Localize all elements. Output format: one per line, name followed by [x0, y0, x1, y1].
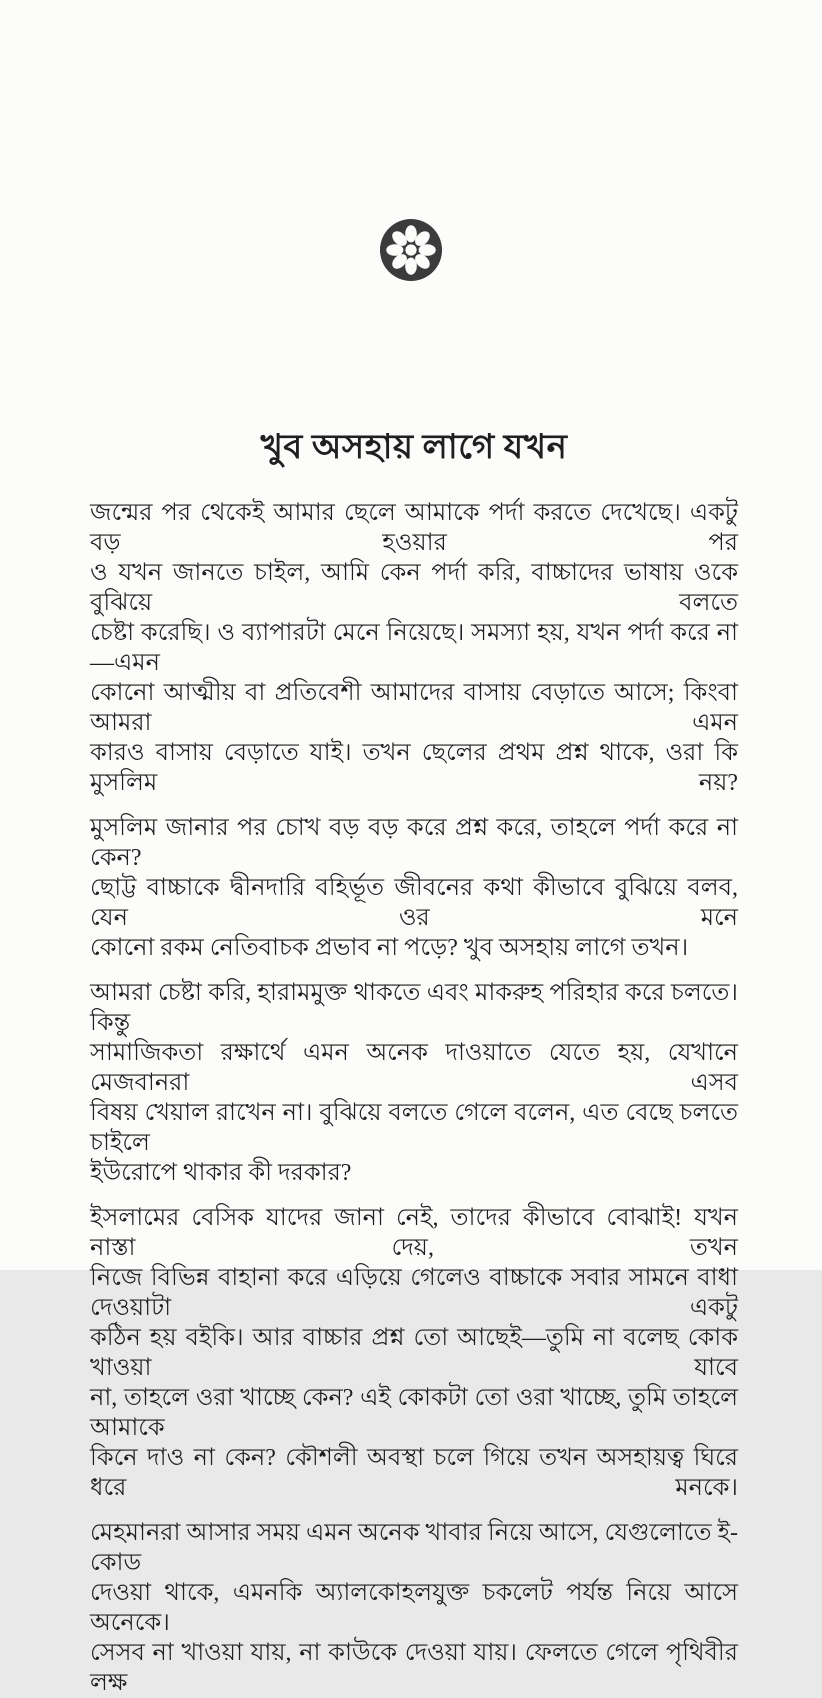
text-line: কিনে দাও না কেন? কৌশলী অবস্থা চলে গিয়ে তখন অসহায়ত্ব ঘিরে ধরে মনকে। — [90, 1445, 738, 1501]
text-line: আমরা চেষ্টা করি, হারামমুক্ত থাকতে এবং মাকরুহ পরিহার করে চলতে। কিন্তু — [90, 980, 738, 1036]
text-line: কারও বাসায় বেড়াতে যাই। তখন ছেলের প্রথম প্রশ্ন থাকে, ওরা কি মুসলিম নয়? — [90, 740, 738, 796]
text-line: সামাজিকতা রক্ষার্থে এমন অনেক দাওয়াতে যেতে হয়, যেখানে মেজবানরা এসব — [90, 1040, 738, 1096]
text-line: কোনো রকম নেতিবাচক প্রভাব না পড়ে? খুব অসহায় লাগে তখন। — [90, 935, 689, 961]
text-line: নিজে বিভিন্ন বাহানা করে এড়িয়ে গেলেও বাচ্চাকে সবার সামনে বাধা দেওয়াটা একটু — [90, 1265, 738, 1321]
text-line: ইউরোপে থাকার কী দরকার? — [90, 1160, 352, 1186]
chapter-title: খুব অসহায় লাগে যখন — [260, 429, 568, 466]
paragraph — [90, 1518, 738, 1698]
text-line: ছোট্ট বাচ্চাকে দ্বীনদারি বহির্ভূত জীবনের কথা কীভাবে বুঝিয়ে বলব, যেন ওর মনে — [90, 875, 738, 931]
text-line: ও যখন জানতে চাইল, আমি কেন পর্দা করি, বাচ্চাদের ভাষায় ওকে বুঝিয়ে বলতে — [90, 560, 738, 616]
text-line: বিষয় খেয়াল রাখেন না। বুঝিয়ে বলতে গেলে বলেন, এত বেছে চলতে চাইলে — [90, 1100, 738, 1156]
paragraph — [90, 1203, 738, 1503]
text-line: কঠিন হয় বইকি। আর বাচ্চার প্রশ্ন তো আছেই—তুমি না বলেছ কোক খাওয়া যাবে — [90, 1325, 738, 1381]
text-line: দেওয়া থাকে, এমনকি অ্যালকোহলযুক্ত চকলেট পর্যন্ত নিয়ে আসে অনেকে। — [90, 1580, 738, 1636]
paragraphs — [90, 498, 738, 1698]
eight-petal-rosette-icon — [378, 217, 444, 283]
text-line: মুসলিম জানার পর চোখ বড় বড় করে প্রশ্ন করে, তাহলে পর্দা করে না কেন? — [90, 815, 738, 871]
paragraph — [90, 813, 738, 963]
text-line: না, তাহলে ওরা খাচ্ছে কেন? এই কোকটা তো ওরা খাচ্ছে, তুমি তাহলে আমাকে — [90, 1385, 738, 1441]
text-line: চেষ্টা করেছি। ও ব্যাপারটা মেনে নিয়েছে। সমস্যা হয়, যখন পর্দা করে না—এমন — [90, 620, 738, 676]
text-line: সেসব না খাওয়া যায়, না কাউকে দেওয়া যায়। ফেলতে গেলে পৃথিবীর লক্ষ — [90, 1640, 738, 1696]
page-content — [90, 424, 738, 1698]
text-line: কোনো আত্মীয় বা প্রতিবেশী আমাদের বাসায় বেড়াতে আসে; কিংবা আমরা এমন — [90, 680, 738, 736]
text-line: জন্মের পর থেকেই আমার ছেলে আমাকে পর্দা করতে দেখেছে। একটু বড় হওয়ার পর — [90, 500, 738, 556]
text-line: মেহমানরা আসার সময় এমন অনেক খাবার নিয়ে আসে, যেগুলোতে ই-কোড — [90, 1520, 738, 1576]
text-line: ইসলামের বেসিক যাদের জানা নেই, তাদের কীভাবে বোঝাই! যখন নাস্তা দেয়, তখন — [90, 1205, 738, 1261]
paragraph — [90, 978, 738, 1188]
paragraph — [90, 498, 738, 798]
